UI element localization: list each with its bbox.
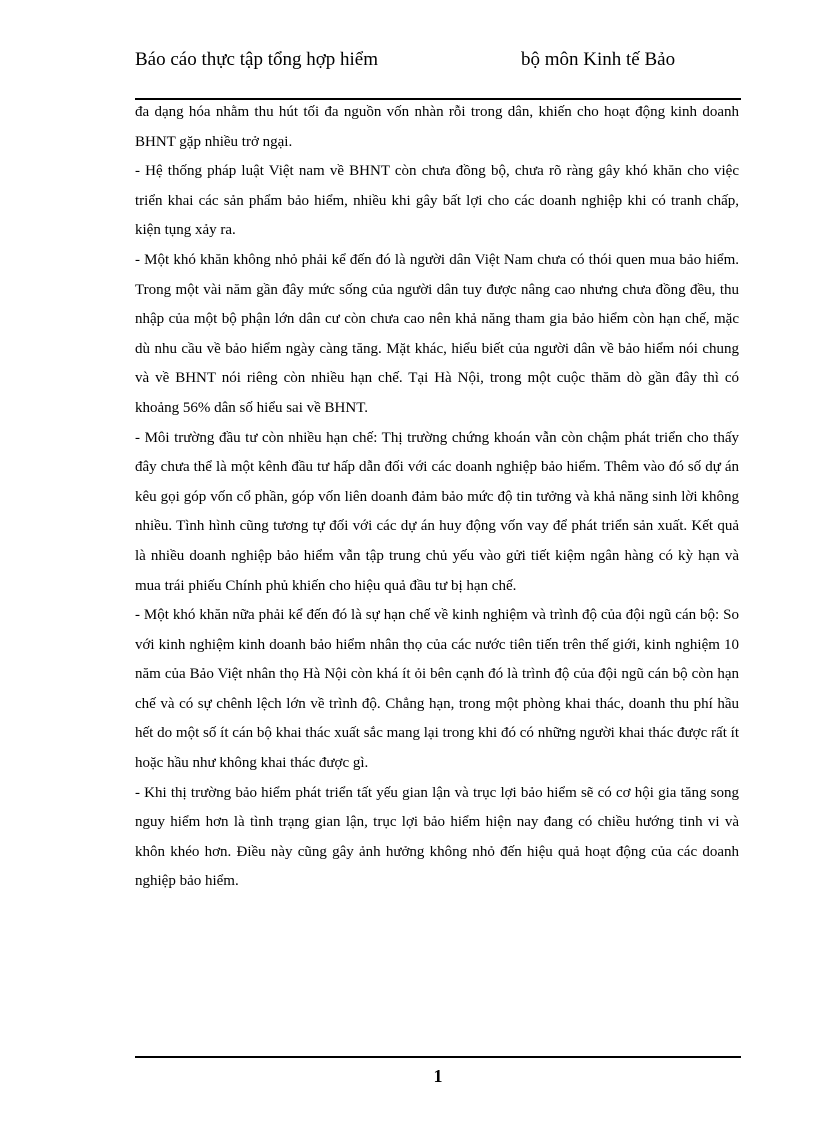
page-header xyxy=(135,48,741,98)
paragraph: - Khi thị trường bảo hiểm phát triển tất yếu gian lận và trục lợi bảo hiểm sẽ có cơ hội gia tăng song nguy hiểm hơn là tình trạng gian lận, trục lợi bảo hiểm hiện nay đang có chiều hướng tinh vi và khôn khéo hơn. Điều này cũng gây ảnh hưởng không nhỏ đến hiệu quả hoạt động của các doanh nghiệp bảo hiểm. xyxy=(135,784,739,890)
paragraph: - Hệ thống pháp luật Việt nam về BHNT còn chưa đồng bộ, chưa rõ ràng gây khó khăn cho việc triển khai các sản phẩm bảo hiểm, nhiều khi gây bất lợi cho các doanh nghiệp khi có tranh chấp, kiện tụng xảy ra. xyxy=(135,163,739,239)
header-department: bộ môn Kinh tế Bảo xyxy=(521,49,676,70)
paragraph: - Một khó khăn nữa phải kể đến đó là sự hạn chế về kinh nghiệm và trình độ của đội ngũ cán bộ: So với kinh nghiệm kinh doanh bảo hiểm nhân thọ của các nước tiên tiến trên thế giới, kinh nghiệm 10 năm của Bảo Việt nhân thọ Hà Nội còn khá ít ỏi bên cạnh đó là trình độ của đội ngũ cán bộ còn hạn chế và có sự chênh lệch lớn về trình độ. Chẳng hạn, trong một phòng khai thác, doanh thu phí hầu hết do một số ít cán bộ khai thác xuất sắc mang lại trong khi đó có những người khai thác được rất ít hoặc hầu như không khai thác được gì. xyxy=(135,607,739,772)
body-text xyxy=(135,98,739,897)
paragraph: đa dạng hóa nhằm thu hút tối đa nguồn vốn nhàn rỗi trong dân, khiến cho hoạt động kinh doanh BHNT gặp nhiều trở ngại. xyxy=(135,104,739,150)
page-number: 1 xyxy=(433,1066,443,1086)
paragraph: - Một khó khăn không nhỏ phải kể đến đó là người dân Việt Nam chưa có thói quen mua bảo hiểm. Trong một vài năm gần đây mức sống của người dân tuy được nâng cao nhưng chưa đồng đều, thu nhập của một bộ phận lớn dân cư còn chưa cao nên khả năng tham gia bảo hiểm còn hạn chế, mặc dù nhu cầu về bảo hiểm ngày càng tăng. Mặt khác, hiểu biết của người dân về bảo hiểm nói chung và về BHNT nói riêng còn nhiều hạn chế. Tại Hà Nội, trong một cuộc thăm dò gần đây thì có khoảng 56% dân số hiểu sai về BHNT. xyxy=(135,251,739,416)
header-report-title: Báo cáo thực tập tổng hợp hiểm xyxy=(135,49,379,70)
paragraph: - Môi trường đầu tư còn nhiều hạn chế: Thị trường chứng khoán vẫn còn chậm phát triển cho thấy đây chưa thể là một kênh đầu tư hấp dẫn đối với các doanh nghiệp bảo hiểm. Thêm vào đó số dự án kêu gọi góp vốn cổ phần, góp vốn liên doanh đảm bảo mức độ tin tưởng và khả năng sinh lời không nhiều. Tình hình cũng tương tự đối với các dự án huy động vốn vay để phát triển sản xuất. Kết quả là nhiều doanh nghiệp bảo hiểm vẫn tập trung chủ yếu vào gửi tiết kiệm ngân hàng có kỳ hạn và mua trái phiếu Chính phủ khiến cho hiệu quả đầu tư bị hạn chế. xyxy=(135,429,739,594)
footer-divider xyxy=(135,1056,741,1058)
